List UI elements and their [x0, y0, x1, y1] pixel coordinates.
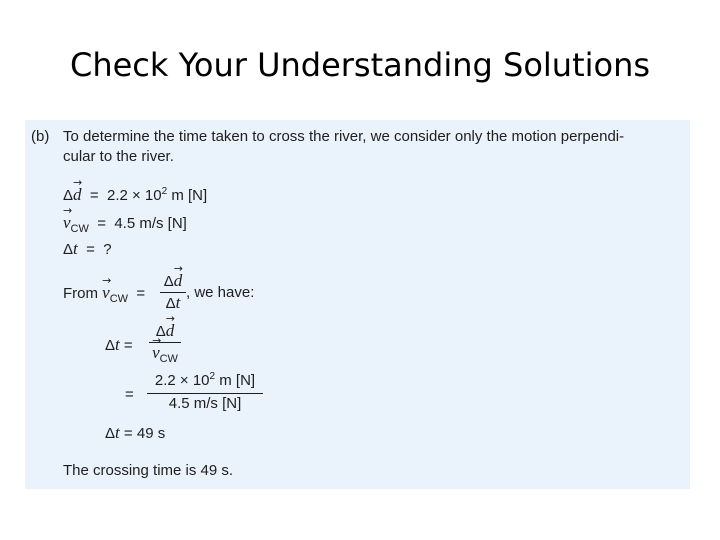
conclusion-text: The crossing time is 49 s.	[63, 462, 234, 479]
time-unknown: ?	[103, 241, 112, 258]
equals-sign: =	[81, 241, 100, 258]
t-symbol: t	[73, 239, 78, 258]
displacement-value: 2.2 × 10	[106, 187, 162, 204]
velocity-subscript: CW	[109, 293, 129, 305]
delta-symbol: Δ	[63, 187, 74, 204]
velocity-subscript: CW	[70, 223, 89, 235]
displacement-exponent: 2	[161, 186, 168, 197]
definition-fraction: Δ→ d Δt	[160, 272, 186, 313]
given-displacement	[63, 186, 207, 207]
derivation-step-2: =	[125, 386, 134, 403]
v-vector-symbol: → v	[102, 284, 110, 302]
d-vector-symbol: → d	[73, 186, 82, 204]
time-formula-fraction: Δ→ d → $v_{CW}$	[149, 322, 181, 364]
given-velocity	[63, 214, 187, 234]
delta-symbol: Δ	[63, 241, 74, 258]
equals-sign: =	[85, 187, 103, 204]
derivation-step-1: Δt =	[105, 335, 137, 354]
equals-sign: =	[93, 215, 111, 232]
final-result: Δt = 49 s	[105, 423, 166, 442]
given-time	[63, 240, 112, 259]
from-word: From	[63, 285, 103, 302]
intro-line-2: cular to the river.	[63, 148, 174, 165]
we-have-text: , we have:	[186, 284, 255, 301]
solution-panel	[25, 120, 690, 489]
velocity-value: 4.5 m/s [N]	[114, 215, 187, 232]
intro-line-1: To determine the time taken to cross the river, we consider only the motion perpendi-	[63, 128, 625, 145]
final-value: 49 s	[136, 425, 166, 442]
v-vector-symbol: → v	[63, 214, 71, 232]
equals-sign: =	[132, 285, 150, 302]
part-label: (b)	[31, 128, 50, 145]
displacement-unit: m [N]	[167, 187, 208, 204]
slide-title: Check Your Understanding Solutions	[69, 46, 651, 84]
numeric-fraction: $2.2 \times 10^2$ m [N] 4.5 m/s [N]	[147, 372, 263, 413]
from-line	[63, 284, 149, 304]
